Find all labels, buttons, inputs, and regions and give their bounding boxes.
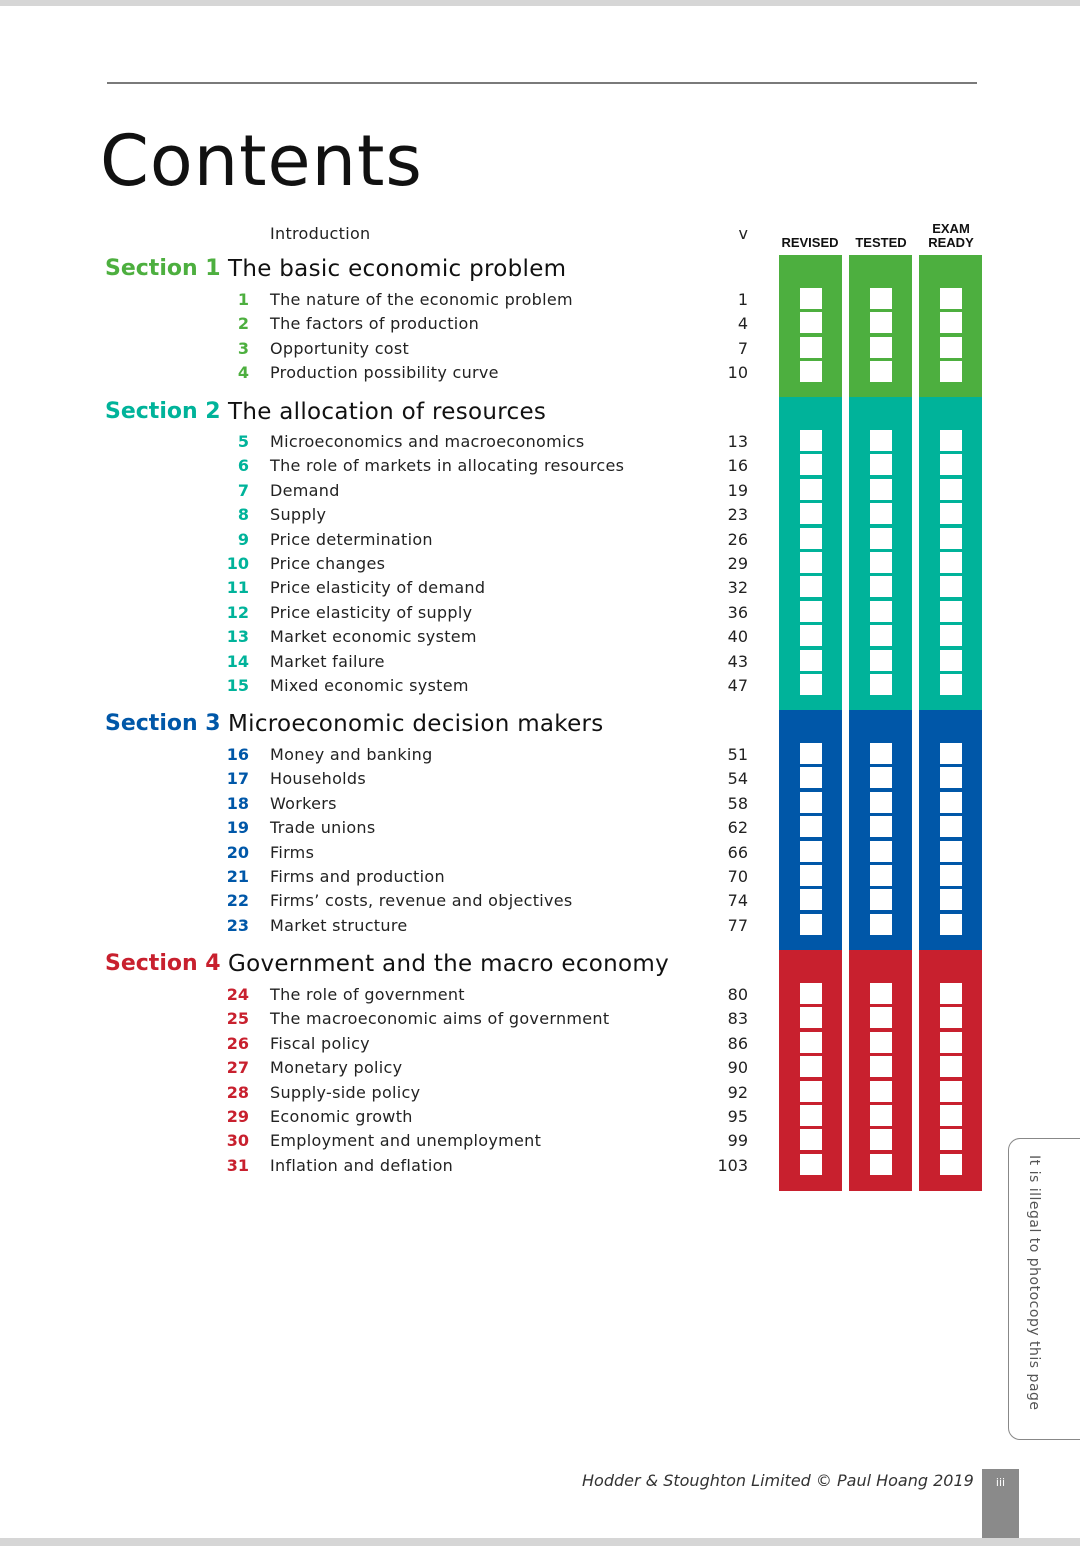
section-title: Government and the macro economy <box>228 951 669 977</box>
toc-entry[interactable] <box>210 1058 750 1082</box>
revised-checkbox[interactable] <box>800 625 822 646</box>
chapter-number: 25 <box>226 1009 249 1029</box>
exam-ready-checkbox[interactable] <box>940 889 962 910</box>
chapter-title: Fiscal policy <box>270 1033 370 1053</box>
section-label: Section 3 <box>105 711 221 736</box>
section-title: The allocation of resources <box>228 399 547 425</box>
section-label: Section 2 <box>105 399 221 424</box>
chapter-title: Households <box>270 769 367 789</box>
chapter-title: The nature of the economic problem <box>270 290 573 309</box>
chapter-number: 21 <box>226 867 249 886</box>
chapter-number: 29 <box>226 1107 249 1126</box>
chapter-number: 14 <box>226 651 249 671</box>
tested-checkbox[interactable] <box>870 625 892 646</box>
revised-tracker-block <box>779 950 842 1191</box>
chapter-page: 16 <box>727 456 748 476</box>
chapter-number: 13 <box>226 627 249 647</box>
chapter-page: 10 <box>727 363 748 383</box>
chapter-title: Firms <box>270 842 315 862</box>
chapter-number: 12 <box>226 602 249 622</box>
tested-checkbox[interactable] <box>870 767 892 788</box>
chapter-page: 4 <box>737 314 748 334</box>
tested-checkbox[interactable] <box>870 361 892 382</box>
chapter-number: 9 <box>237 529 249 549</box>
tested-checkbox[interactable] <box>870 288 892 309</box>
chapter-number: 22 <box>226 891 249 911</box>
tested-checkbox[interactable] <box>870 312 892 333</box>
toc-entry[interactable] <box>210 432 750 456</box>
toc-entry[interactable] <box>210 363 750 387</box>
revised-checkbox[interactable] <box>800 430 822 451</box>
chapter-page: 13 <box>727 432 748 451</box>
chapter-number: 5 <box>237 432 249 451</box>
revised-tracker-block <box>779 255 842 398</box>
toc-entry[interactable] <box>210 867 750 891</box>
page-title: Contents <box>100 120 423 202</box>
chapter-page: 90 <box>727 1058 748 1078</box>
chapter-number: 28 <box>226 1082 249 1102</box>
exam-ready-checkbox[interactable] <box>940 1105 962 1126</box>
chapter-title: Price elasticity of demand <box>270 578 486 598</box>
section-label: Section 1 <box>105 256 221 281</box>
chapter-title: Workers <box>270 793 337 813</box>
top-border <box>0 0 1080 6</box>
chapter-number: 17 <box>226 769 249 789</box>
chapter-page: 86 <box>727 1033 748 1053</box>
toc-entry[interactable] <box>210 339 750 363</box>
tested-tracker-block <box>849 255 912 398</box>
chapter-title: Supply-side policy <box>270 1082 421 1102</box>
chapter-title: Demand <box>270 480 340 500</box>
chapter-number: 31 <box>226 1155 249 1175</box>
chapter-page: 19 <box>727 480 748 500</box>
toc-entry[interactable] <box>210 794 750 818</box>
revised-checkbox[interactable] <box>800 528 822 549</box>
exam-ready-checkbox[interactable] <box>940 454 962 475</box>
revised-checkbox[interactable] <box>800 1105 822 1126</box>
page-number: iii <box>995 1476 1006 1489</box>
toc-entry[interactable] <box>210 1034 750 1058</box>
chapter-number: 8 <box>237 505 249 525</box>
tested-checkbox[interactable] <box>870 1007 892 1028</box>
exam-ready-checkbox[interactable] <box>940 983 962 1004</box>
tested-checkbox[interactable] <box>870 454 892 475</box>
chapter-page: 23 <box>727 505 748 525</box>
exam-ready-checkbox[interactable] <box>940 576 962 597</box>
tested-tracker-block <box>849 710 912 951</box>
tested-checkbox[interactable] <box>870 430 892 451</box>
chapter-title: Price changes <box>270 554 386 573</box>
tested-checkbox[interactable] <box>870 1154 892 1175</box>
tested-checkbox[interactable] <box>870 865 892 886</box>
footer-publisher: Hodder & Stoughton Limited © Paul Hoang 2019 <box>582 1471 974 1490</box>
tested-checkbox[interactable] <box>870 983 892 1004</box>
chapter-page: 66 <box>727 842 748 862</box>
chapter-page: 62 <box>727 818 748 838</box>
toc-entry[interactable] <box>210 578 750 602</box>
revised-checkbox[interactable] <box>800 767 822 788</box>
tested-checkbox[interactable] <box>870 792 892 813</box>
section-title: The basic economic problem <box>228 256 567 282</box>
exam-ready-checkbox[interactable] <box>940 650 962 671</box>
chapter-page: 1 <box>737 290 748 309</box>
section-label: Section 4 <box>105 951 221 976</box>
revised-checkbox[interactable] <box>800 841 822 862</box>
chapter-number: 4 <box>237 363 249 383</box>
revised-checkbox[interactable] <box>800 1154 822 1175</box>
chapter-page: 43 <box>727 651 748 671</box>
tested-checkbox[interactable] <box>870 674 892 695</box>
chapter-title: Mixed economic system <box>270 676 469 695</box>
chapter-number: 23 <box>226 915 249 935</box>
chapter-page: 92 <box>727 1082 748 1102</box>
revised-checkbox[interactable] <box>800 312 822 333</box>
exam-ready-checkbox[interactable] <box>940 361 962 382</box>
tested-checkbox[interactable] <box>870 528 892 549</box>
exam-ready-checkbox[interactable] <box>940 767 962 788</box>
exam-ready-checkbox[interactable] <box>940 1129 962 1150</box>
tested-checkbox[interactable] <box>870 479 892 500</box>
chapter-number: 15 <box>226 676 249 695</box>
toc-entry[interactable] <box>210 652 750 676</box>
chapter-title: Market failure <box>270 651 385 671</box>
exam-ready-checkbox[interactable] <box>940 1154 962 1175</box>
exam-ready-checkbox[interactable] <box>940 674 962 695</box>
tested-checkbox[interactable] <box>870 1056 892 1077</box>
revised-checkbox[interactable] <box>800 288 822 309</box>
chapter-number: 20 <box>226 842 249 862</box>
chapter-number: 18 <box>226 793 249 813</box>
revised-checkbox[interactable] <box>800 1007 822 1028</box>
copyright-warning: It is illegal to photocopy this page <box>1026 1155 1042 1411</box>
chapter-page: 54 <box>727 769 748 789</box>
revised-checkbox[interactable] <box>800 552 822 573</box>
revised-checkbox[interactable] <box>800 650 822 671</box>
chapter-title: The role of markets in allocating resources <box>270 456 625 476</box>
chapter-title: Firms’ costs, revenue and objectives <box>270 891 573 911</box>
chapter-title: Money and banking <box>270 745 433 764</box>
exam-ready-tracker-block <box>919 255 982 398</box>
toc-entry[interactable] <box>210 505 750 529</box>
revised-checkbox[interactable] <box>800 889 822 910</box>
toc-entry[interactable] <box>210 1009 750 1033</box>
introduction-label: Introduction <box>270 224 371 243</box>
chapter-title: The role of government <box>270 985 465 1004</box>
tested-checkbox[interactable] <box>870 1081 892 1102</box>
chapter-page: 36 <box>727 602 748 622</box>
revised-checkbox[interactable] <box>800 1081 822 1102</box>
tested-checkbox[interactable] <box>870 503 892 524</box>
tested-checkbox[interactable] <box>870 576 892 597</box>
chapter-page: 77 <box>727 915 748 935</box>
revised-checkbox[interactable] <box>800 865 822 886</box>
chapter-title: Trade unions <box>270 818 376 838</box>
tested-checkbox[interactable] <box>870 914 892 935</box>
tested-checkbox[interactable] <box>870 1032 892 1053</box>
revised-checkbox[interactable] <box>800 816 822 837</box>
chapter-page: 29 <box>727 554 748 573</box>
chapter-title: Economic growth <box>270 1107 413 1126</box>
tested-checkbox[interactable] <box>870 552 892 573</box>
revised-column-header: REVISED <box>781 235 839 250</box>
chapter-number: 2 <box>237 314 249 334</box>
exam-ready-checkbox[interactable] <box>940 288 962 309</box>
chapter-number: 3 <box>237 338 249 358</box>
chapter-title: Supply <box>270 505 327 525</box>
revised-checkbox[interactable] <box>800 601 822 622</box>
exam-ready-line2: READY <box>928 235 974 250</box>
tested-checkbox[interactable] <box>870 601 892 622</box>
toc-entry[interactable] <box>210 603 750 627</box>
chapter-title: Firms and production <box>270 867 445 886</box>
tested-checkbox[interactable] <box>870 650 892 671</box>
chapter-number: 6 <box>237 456 249 476</box>
exam-ready-checkbox[interactable] <box>940 865 962 886</box>
toc-entry[interactable] <box>210 769 750 793</box>
toc-entry[interactable] <box>210 1156 750 1180</box>
toc-entry[interactable] <box>210 891 750 915</box>
chapter-page: 99 <box>727 1131 748 1151</box>
revised-checkbox[interactable] <box>800 1032 822 1053</box>
chapter-title: Market economic system <box>270 627 477 647</box>
revised-checkbox[interactable] <box>800 792 822 813</box>
revised-tracker-block <box>779 397 842 711</box>
toc-entry[interactable] <box>210 1107 750 1131</box>
header-rule <box>107 82 977 84</box>
exam-ready-checkbox[interactable] <box>940 430 962 451</box>
chapter-page: 26 <box>727 529 748 549</box>
tested-column-header: TESTED <box>855 235 907 250</box>
page-number-box <box>982 1469 1019 1538</box>
tested-tracker-block <box>849 950 912 1191</box>
toc-entry[interactable] <box>210 481 750 505</box>
chapter-title: Microeconomics and macroeconomics <box>270 432 585 451</box>
chapter-number: 10 <box>226 554 249 573</box>
revised-checkbox[interactable] <box>800 361 822 382</box>
revised-checkbox[interactable] <box>800 576 822 597</box>
bottom-border <box>0 1538 1080 1546</box>
toc-entry[interactable] <box>210 1083 750 1107</box>
chapter-page: 32 <box>727 578 748 598</box>
revised-checkbox[interactable] <box>800 914 822 935</box>
toc-entry[interactable] <box>210 314 750 338</box>
chapter-page: 80 <box>727 985 748 1004</box>
revised-checkbox[interactable] <box>800 674 822 695</box>
chapter-title: Opportunity cost <box>270 338 410 358</box>
exam-ready-checkbox[interactable] <box>940 914 962 935</box>
chapter-title: The macroeconomic aims of government <box>270 1009 610 1029</box>
exam-ready-checkbox[interactable] <box>940 841 962 862</box>
exam-ready-checkbox[interactable] <box>940 503 962 524</box>
chapter-number: 7 <box>237 480 249 500</box>
exam-ready-checkbox[interactable] <box>940 1081 962 1102</box>
chapter-title: Price elasticity of supply <box>270 602 473 622</box>
exam-ready-checkbox[interactable] <box>940 552 962 573</box>
tested-checkbox[interactable] <box>870 841 892 862</box>
revised-checkbox[interactable] <box>800 479 822 500</box>
chapter-page: 74 <box>727 891 748 911</box>
revised-checkbox[interactable] <box>800 1056 822 1077</box>
revised-checkbox[interactable] <box>800 983 822 1004</box>
exam-ready-checkbox[interactable] <box>940 528 962 549</box>
exam-ready-tracker-block <box>919 710 982 951</box>
chapter-page: 7 <box>737 338 748 358</box>
toc-entry[interactable] <box>210 916 750 940</box>
chapter-title: Inflation and deflation <box>270 1155 454 1175</box>
chapter-page: 58 <box>727 793 748 813</box>
toc-entry[interactable] <box>210 554 750 578</box>
tested-checkbox[interactable] <box>870 337 892 358</box>
revised-checkbox[interactable] <box>800 1129 822 1150</box>
chapter-number: 24 <box>226 985 249 1004</box>
exam-ready-checkbox[interactable] <box>940 337 962 358</box>
exam-ready-checkbox[interactable] <box>940 479 962 500</box>
chapter-number: 19 <box>226 818 249 838</box>
exam-ready-checkbox[interactable] <box>940 1007 962 1028</box>
introduction-page: v <box>738 224 748 243</box>
chapter-title: Production possibility curve <box>270 363 499 383</box>
exam-ready-checkbox[interactable] <box>940 601 962 622</box>
chapter-number: 27 <box>226 1058 249 1078</box>
toc-entry[interactable] <box>210 818 750 842</box>
chapter-page: 40 <box>727 627 748 647</box>
exam-ready-checkbox[interactable] <box>940 312 962 333</box>
toc-entry[interactable] <box>210 530 750 554</box>
tested-checkbox[interactable] <box>870 816 892 837</box>
revised-checkbox[interactable] <box>800 454 822 475</box>
exam-ready-checkbox[interactable] <box>940 792 962 813</box>
toc-entry[interactable] <box>210 627 750 651</box>
chapter-number: 16 <box>226 745 249 764</box>
exam-ready-column-header <box>919 222 983 250</box>
toc-entry[interactable] <box>210 676 750 700</box>
exam-ready-tracker-block <box>919 950 982 1191</box>
exam-ready-checkbox[interactable] <box>940 1032 962 1053</box>
tested-tracker-block <box>849 397 912 711</box>
chapter-title: Employment and unemployment <box>270 1131 542 1151</box>
exam-ready-checkbox[interactable] <box>940 625 962 646</box>
revised-checkbox[interactable] <box>800 503 822 524</box>
exam-ready-checkbox[interactable] <box>940 1056 962 1077</box>
tested-checkbox[interactable] <box>870 1105 892 1126</box>
revised-checkbox[interactable] <box>800 743 822 764</box>
chapter-page: 70 <box>727 867 748 886</box>
revised-checkbox[interactable] <box>800 337 822 358</box>
chapter-number: 11 <box>226 578 249 598</box>
exam-ready-checkbox[interactable] <box>940 743 962 764</box>
chapter-page: 47 <box>727 676 748 695</box>
chapter-title: Monetary policy <box>270 1058 403 1078</box>
chapter-number: 30 <box>226 1131 249 1151</box>
toc-entry[interactable] <box>210 456 750 480</box>
exam-ready-line1: EXAM <box>932 221 970 236</box>
side-tab <box>1008 1138 1080 1440</box>
exam-ready-checkbox[interactable] <box>940 816 962 837</box>
tested-checkbox[interactable] <box>870 889 892 910</box>
toc-entry[interactable] <box>210 985 750 1009</box>
chapter-number: 26 <box>226 1033 249 1053</box>
exam-ready-tracker-block <box>919 397 982 711</box>
toc-entry[interactable] <box>210 290 750 314</box>
chapter-number: 1 <box>237 290 249 309</box>
chapter-title: The factors of production <box>270 314 480 334</box>
tested-checkbox[interactable] <box>870 743 892 764</box>
section-title: Microeconomic decision makers <box>228 711 604 737</box>
chapter-title: Market structure <box>270 915 408 935</box>
toc-entry[interactable] <box>210 843 750 867</box>
chapter-page: 103 <box>717 1155 748 1175</box>
toc-entry[interactable] <box>210 745 750 769</box>
tested-checkbox[interactable] <box>870 1129 892 1150</box>
chapter-page: 83 <box>727 1009 748 1029</box>
chapter-page: 51 <box>727 745 748 764</box>
chapter-page: 95 <box>727 1107 748 1126</box>
toc-entry[interactable] <box>210 1131 750 1155</box>
chapter-title: Price determination <box>270 529 433 549</box>
revised-tracker-block <box>779 710 842 951</box>
